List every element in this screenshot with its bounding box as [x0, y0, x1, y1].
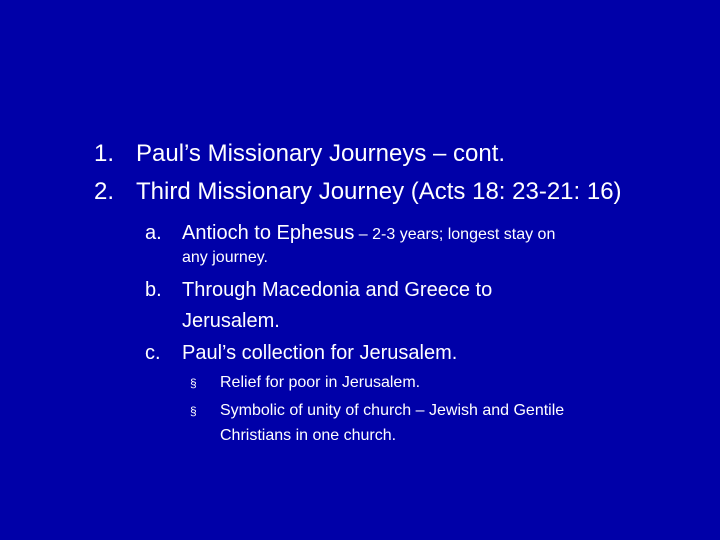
item-1-marker: 1.: [94, 140, 115, 167]
subitem-c-text: Paul’s collection for Jerusalem.: [182, 342, 458, 364]
item-1-text: Paul’s Missionary Journeys – cont.: [136, 140, 506, 167]
subitem-b-line2: Jerusalem.: [182, 310, 280, 332]
subitem-a-marker: a.: [145, 222, 162, 244]
item-2-text: Third Missionary Journey (Acts 18: 23-21: 16): [136, 178, 622, 205]
bullet-2-line1: Symbolic of unity of church – Jewish and Gentile: [220, 402, 565, 419]
subitem-c-marker: c.: [145, 342, 161, 364]
subitem-b-line1: Through Macedonia and Greece to: [182, 279, 493, 301]
bullet-2-marker: §: [190, 404, 197, 418]
subitem-a-rest: – 2-3 years; longest stay on: [354, 226, 556, 243]
bullet-1-marker: §: [190, 376, 197, 390]
bullet-2-line2: Christians in one church.: [220, 427, 397, 444]
subitem-a-text: [182, 222, 555, 245]
item-2-marker: 2.: [94, 178, 115, 205]
bullet-1-text: Relief for poor in Jerusalem.: [220, 374, 421, 391]
subitem-a-continuation: any journey.: [182, 249, 268, 266]
subitem-b-marker: b.: [145, 279, 162, 301]
subitem-a-lead: Antioch to Ephesus: [182, 222, 355, 244]
